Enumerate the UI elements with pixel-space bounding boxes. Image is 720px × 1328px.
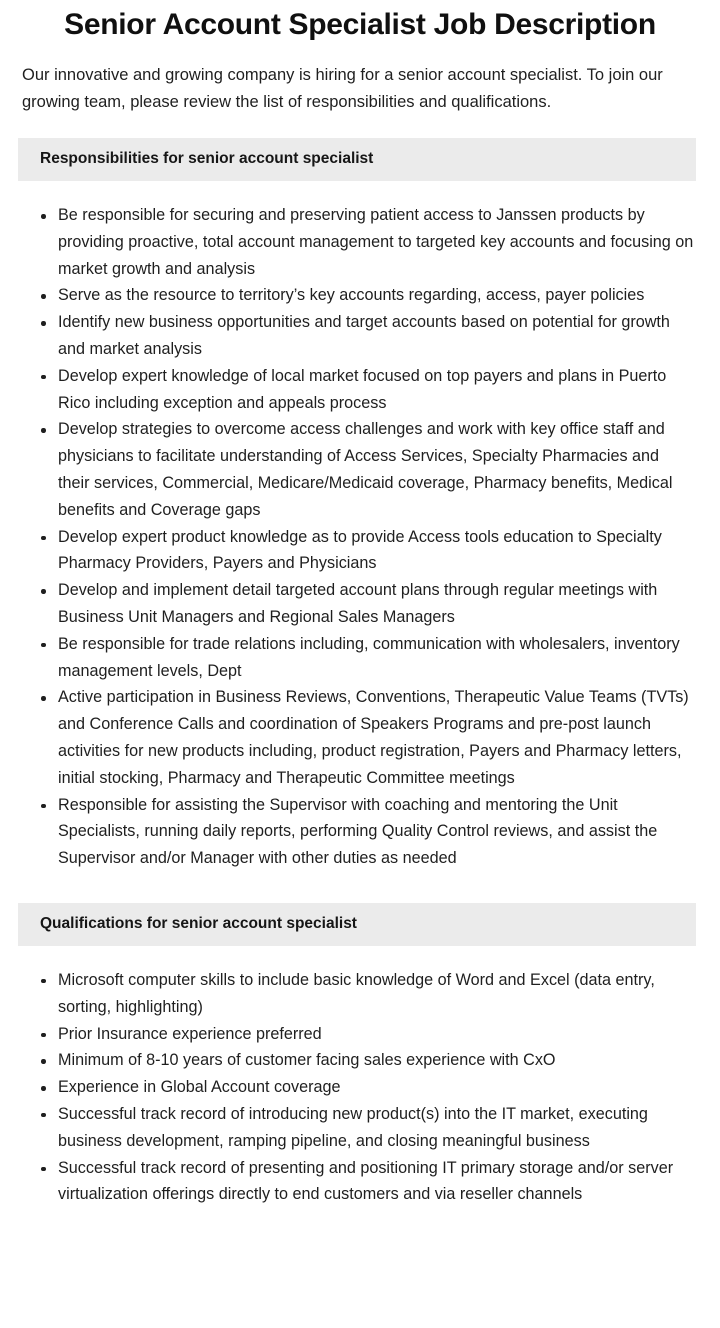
section-responsibilities <box>0 138 720 872</box>
list-item: Develop expert product knowledge as to provide Access tools education to Specialty Pharmacy Providers, Payers and Physicians <box>0 524 720 578</box>
list-item: Successful track record of introducing new product(s) into the IT market, executing business development, ramping pipeline, and closing meaningful business <box>0 1101 720 1155</box>
section-heading-qualifications: Qualifications for senior account specialist <box>18 903 696 946</box>
list-item: Microsoft computer skills to include basic knowledge of Word and Excel (data entry, sorting, highlighting) <box>0 967 720 1021</box>
list-item: Develop and implement detail targeted account plans through regular meetings with Business Unit Managers and Regional Sales Managers <box>0 577 720 631</box>
list-item: Successful track record of presenting and positioning IT primary storage and/or server virtualization offerings directly to end customers and via reseller channels <box>0 1155 720 1209</box>
list-item: Be responsible for trade relations including, communication with wholesalers, inventory management levels, Dept <box>0 631 720 685</box>
section-heading-responsibilities: Responsibilities for senior account specialist <box>18 138 696 181</box>
list-item: Develop expert knowledge of local market focused on top payers and plans in Puerto Rico including exception and appeals process <box>0 363 720 417</box>
intro-paragraph: Our innovative and growing company is hiring for a senior account specialist. To join our growing team, please review the list of responsibilities and qualifications. <box>22 66 663 111</box>
section-qualifications <box>0 903 720 1208</box>
list-item: Experience in Global Account coverage <box>0 1074 720 1101</box>
page-title: Senior Account Specialist Job Description <box>64 8 656 41</box>
list-item: Develop strategies to overcome access challenges and work with key office staff and physicians to facilitate understanding of Access Services, Specialty Pharmacies and their services, Commercial, Medicare/Medicaid coverage, Pharmacy benefits, Medical benefits and Coverage gaps <box>0 416 720 523</box>
list-item: Responsible for assisting the Supervisor with coaching and mentoring the Unit Specialists, running daily reports, performing Quality Control reviews, and assist the Supervisor and/or Manager with other duties as needed <box>0 792 720 872</box>
responsibilities-list <box>0 202 720 872</box>
list-item: Identify new business opportunities and target accounts based on potential for growth and market analysis <box>0 309 720 363</box>
list-item: Minimum of 8-10 years of customer facing sales experience with CxO <box>0 1047 720 1074</box>
list-item: Serve as the resource to territory’s key accounts regarding, access, payer policies <box>0 282 720 309</box>
qualifications-list <box>0 967 720 1208</box>
list-item: Active participation in Business Reviews, Conventions, Therapeutic Value Teams (TVTs) and Conference Calls and coordination of Speakers Programs and pre-post launch activities for new products including, product registration, Payers and Pharmacy letters, initial stocking, Pharmacy and Therapeutic Committee meetings <box>0 684 720 791</box>
list-item: Prior Insurance experience preferred <box>0 1021 720 1048</box>
list-item: Be responsible for securing and preserving patient access to Janssen products by providing proactive, total account management to targeted key accounts and focusing on market growth and analysis <box>0 202 720 282</box>
job-description-page <box>0 6 720 1230</box>
bottom-spacer <box>0 1208 720 1230</box>
